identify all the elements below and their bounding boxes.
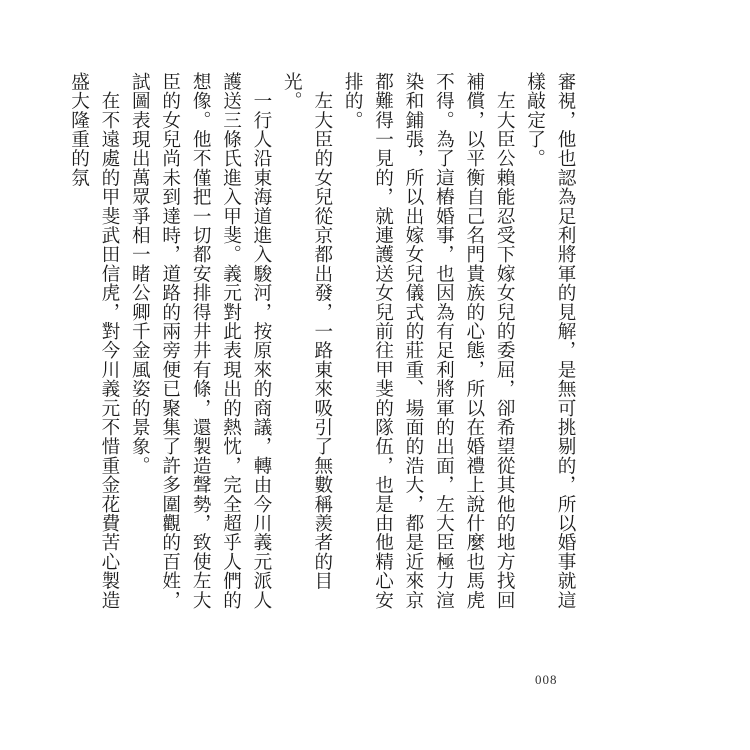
paragraph-3: 左大臣的女兒從京都出發，一路東來吸引了無數稱羨者的目光。: [281, 72, 333, 591]
paragraph-4: 一行人沿東海道進入駿河，按原來的商議，轉由今川義元派人護送三條氏進入甲斐。義元對此表現出的熱忱，完全超乎人們的想像。他不僅把一切都安排得井井有條，還製造聲勢，致使左大臣的女兒尚未到達時，道路的兩旁便已聚集了許多圍觀的百姓，試圖表現出萬眾爭相一睹公卿千金風姿的景象。: [129, 72, 272, 610]
paragraph-1: 審視，他也認為足利將軍的見解，是無可挑剔的，所以婚事就這樣敲定了。: [524, 72, 576, 610]
paragraph-5: 在不遠處的甲斐武田信虎，對今川義元不惜重金花費苦心製造盛大隆重的氛: [68, 72, 120, 610]
vertical-text-body: [63, 72, 580, 628]
paragraph-2: 左大臣公賴能忍受下嫁女兒的委屈，卻希望從其他的地方找回補償，以平衡自己名門貴族的心態，所以在婚禮上說什麼也馬虎不得。為了這樁婚事，也因為有足利將軍的出面，左大臣極力渲染和鋪張，所以出嫁女兒儀式的莊重、場面的浩大，都是近來京都難得一見的，就連護送女兒前往甲斐的隊伍，也是由他精心安排的。: [342, 72, 516, 610]
page-number: 008: [535, 672, 558, 687]
